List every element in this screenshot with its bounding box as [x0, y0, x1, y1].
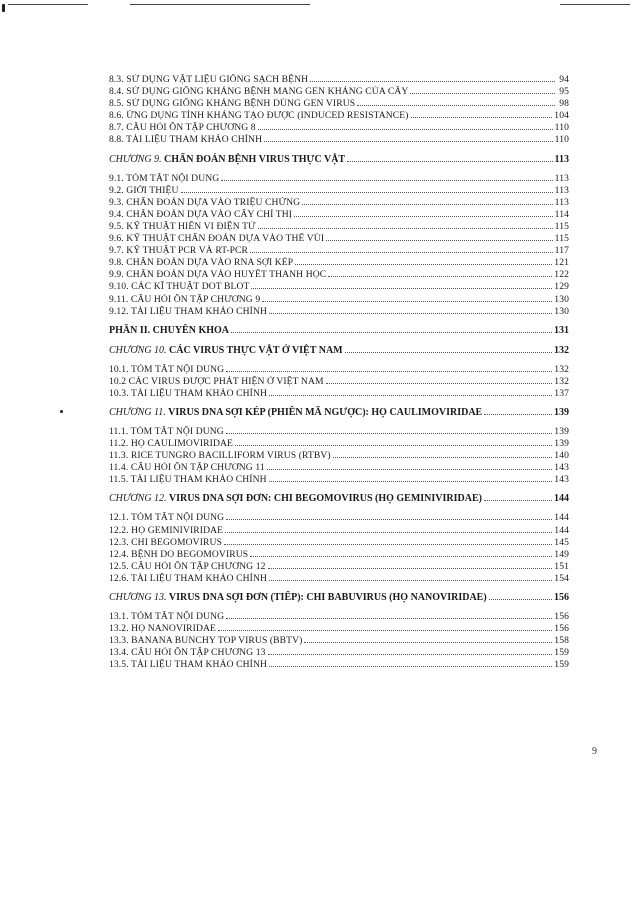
- page-ref: 129: [554, 281, 569, 293]
- dot-leader: [411, 117, 553, 118]
- chapter-heading: [109, 591, 569, 605]
- chapter-heading: [109, 406, 569, 420]
- toc-entry-title: 8.8. TÀI LIỆU THAM KHẢO CHÍNH: [109, 134, 263, 146]
- dot-leader: [258, 228, 553, 229]
- toc-entry-title: 11.5. TÀI LIỆU THAM KHẢO CHÍNH: [109, 474, 267, 486]
- toc-entry: [109, 635, 569, 647]
- toc-entry: [109, 376, 569, 388]
- dot-leader: [267, 469, 553, 470]
- page-ref: 158: [554, 635, 569, 647]
- page-ref: 139: [554, 406, 569, 418]
- dot-leader: [326, 240, 553, 241]
- page-ref: 94: [559, 74, 569, 85]
- dot-leader: [226, 371, 552, 372]
- toc-entry-title: 9.6. KỸ THUẬT CHẨN ĐOÁN DỰA VÀO THỂ VÙI: [109, 233, 325, 245]
- toc-entry-title: 11.4. CÂU HỎI ÔN TẬP CHƯƠNG 11: [109, 462, 265, 474]
- page-ref: 156: [554, 623, 569, 635]
- page-ref: 156: [554, 592, 569, 603]
- toc-entry: [109, 388, 569, 400]
- dot-leader: [226, 519, 552, 520]
- toc-entry-title: 12.5. CÂU HỎI ÔN TẬP CHƯƠNG 12: [109, 560, 266, 572]
- toc-entry-title: 9.8. CHẨN ĐOÁN DỰA VÀO RNA SỢI KÉP: [109, 257, 294, 269]
- toc-entry-title: 13.1. TÓM TẮT NỘI DUNG: [109, 611, 225, 622]
- toc-entry: [109, 110, 569, 122]
- part-title: PHẦN II. CHUYÊN KHOA: [109, 324, 230, 336]
- toc-entry: [109, 512, 569, 524]
- dot-leader: [258, 129, 553, 130]
- section-spacer: [109, 671, 569, 677]
- dot-leader: [295, 264, 552, 265]
- chapter-heading-text: [109, 344, 343, 358]
- toc-entry: [109, 659, 569, 671]
- page-ref: 144: [554, 512, 569, 524]
- toc-entry-title: 9.5. KỸ THUẬT HIỂN VI ĐIỆN TỬ: [109, 220, 256, 232]
- page-ref: 98: [559, 98, 569, 110]
- page-ref: 130: [554, 293, 569, 305]
- dot-leader: [333, 457, 553, 458]
- dot-leader: [294, 216, 553, 217]
- page-ref: 110: [554, 122, 569, 134]
- dot-leader: [221, 180, 552, 181]
- chapter-heading-text: [109, 153, 345, 167]
- page-ref: 143: [554, 474, 569, 486]
- toc-entry: [109, 623, 569, 635]
- page-ref: 149: [554, 548, 569, 560]
- page-ref: 151: [554, 560, 569, 572]
- chapter-label: CHƯƠNG 10.: [109, 344, 167, 356]
- dot-leader: [304, 642, 552, 643]
- toc-entry-title: 12.1. TÓM TẮT NỘI DUNG: [109, 512, 225, 524]
- dot-leader: [310, 81, 555, 82]
- page-ref: 130: [554, 305, 569, 317]
- page-ref: 132: [554, 344, 569, 356]
- toc-entry: [109, 537, 569, 549]
- toc-entry: [109, 462, 569, 474]
- dot-leader: [484, 500, 552, 501]
- chapter-label: CHƯƠNG 12.: [109, 493, 167, 505]
- toc-entry: [109, 561, 569, 573]
- dot-leader: [226, 618, 552, 619]
- chapter-heading-text: [109, 591, 487, 605]
- dot-leader: [225, 532, 552, 533]
- toc-entry: [109, 611, 569, 623]
- page-ref: 113: [554, 153, 569, 165]
- chapter-label: CHƯƠNG 13.: [109, 592, 167, 603]
- dot-leader: [268, 568, 553, 569]
- toc-entry: [109, 438, 569, 450]
- dot-leader: [269, 580, 552, 581]
- toc-entry: [109, 450, 569, 462]
- scan-artifact-dot-left: [60, 410, 63, 413]
- page-ref: 145: [554, 536, 569, 548]
- chapter-title: CHẨN ĐOÁN BỆNH VIRUS THỰC VẬT: [164, 153, 346, 165]
- page-ref: 114: [554, 208, 569, 220]
- chapter-title: VIRUS DNA SỢI KÉP (PHIÊN MÃ NGƯỢC): HỌ CAULIMOVIRIDAE: [168, 406, 483, 418]
- toc-entry: [109, 525, 569, 537]
- table-of-contents: [109, 74, 569, 677]
- toc-entry: [109, 474, 569, 486]
- toc-entry-title: 11.2. HỌ CAULIMOVIRIDAE: [109, 438, 233, 450]
- page-ref: 121: [554, 257, 569, 269]
- page-ref: 144: [554, 493, 569, 505]
- page-ref: 131: [554, 324, 569, 336]
- toc-entry-title: 13.5. TÀI LIỆU THAM KHẢO CHÍNH: [109, 659, 267, 671]
- toc-entry: [109, 173, 569, 185]
- page-ref: 156: [554, 611, 569, 622]
- toc-entry: [109, 364, 569, 376]
- toc-entry-title: 12.6. TÀI LIỆU THAM KHẢO CHÍNH: [109, 572, 267, 584]
- toc-entry-title: 10.1. TÓM TẮT NỘI DUNG: [109, 363, 225, 375]
- page-ref: 143: [554, 462, 569, 474]
- chapter-title: VIRUS DNA SỢI ĐƠN (TIẾP): CHI BABUVIRUS (HỌ NANOVIRIDAE): [168, 592, 487, 603]
- page-ref: 115: [554, 220, 569, 232]
- page-ref: 113: [554, 196, 569, 208]
- page-ref: 110: [554, 134, 569, 146]
- dot-leader: [218, 630, 552, 631]
- chapter-heading-text: [109, 406, 482, 420]
- toc-entry-title: 9.12. TÀI LIỆU THAM KHẢO CHÍNH: [109, 305, 267, 317]
- toc-entry: [109, 269, 569, 281]
- page-ref: 117: [554, 245, 569, 257]
- chapter-title: CÁC VIRUS THỰC VẬT Ở VIỆT NAM: [169, 344, 343, 356]
- dot-leader: [357, 105, 555, 106]
- toc-entry: [109, 98, 569, 110]
- scan-artifact-line-left: [8, 4, 88, 5]
- page-ref: 159: [554, 659, 569, 671]
- toc-entry: [109, 573, 569, 585]
- toc-entry-title: 8.3. SỬ DỤNG VẬT LIỆU GIỐNG SẠCH BỆNH: [109, 74, 309, 85]
- toc-entry-title: 12.2. HỌ GEMINIVIRIDAE: [109, 524, 224, 536]
- toc-entry: [109, 197, 569, 209]
- dot-leader: [251, 288, 552, 289]
- toc-entry: [109, 74, 569, 86]
- dot-leader: [326, 383, 553, 384]
- dot-leader: [235, 445, 552, 446]
- dot-leader: [484, 414, 552, 415]
- toc-entry: [109, 294, 569, 306]
- dot-leader: [250, 556, 552, 557]
- page-number: 9: [592, 746, 597, 757]
- page-ref: 137: [554, 387, 569, 399]
- chapter-heading: [109, 344, 569, 358]
- page-ref: 113: [554, 184, 569, 196]
- page-ref: 139: [554, 425, 569, 437]
- dot-leader: [269, 666, 552, 667]
- toc-entry-title: 9.3. CHẨN ĐOÁN DỰA VÀO TRIỆU CHỨNG: [109, 196, 301, 208]
- dot-leader: [489, 599, 552, 600]
- page-ref: 104: [554, 110, 569, 122]
- chapter-label: CHƯƠNG 9.: [109, 153, 162, 165]
- page-ref: 113: [554, 172, 569, 184]
- scan-artifact-dot-top: [2, 4, 5, 12]
- dot-leader: [302, 204, 552, 205]
- page-ref: 144: [554, 524, 569, 536]
- toc-entry-title: 10.3. TÀI LIỆU THAM KHẢO CHÍNH: [109, 387, 267, 399]
- dot-leader: [231, 332, 552, 333]
- toc-entry: [109, 281, 569, 293]
- toc-entry-title: 9.1. TÓM TẮT NỘI DUNG: [109, 172, 220, 184]
- toc-entry-title: 11.1. TÓM TẮT NỘI DUNG: [109, 425, 224, 437]
- part-heading: [109, 324, 569, 338]
- toc-entry-title: 13.2. HỌ NANOVIRIDAE: [109, 623, 216, 635]
- dot-leader: [269, 481, 553, 482]
- toc-entry-title: 8.7. CÂU HỎI ÔN TẬP CHƯƠNG 8: [109, 122, 256, 134]
- toc-entry-title: 12.4. BỆNH DO BEGOMOVIRUS: [109, 548, 249, 560]
- toc-entry: [109, 233, 569, 245]
- toc-entry-title: 9.4. CHẨN ĐOÁN DỰA VÀO CÂY CHỈ THỊ: [109, 208, 293, 220]
- toc-entry: [109, 257, 569, 269]
- toc-entry-title: 9.7. KỸ THUẬT PCR VÀ RT-PCR: [109, 245, 249, 257]
- toc-entry-title: 9.11. CÂU HỎI ÔN TẬP CHƯƠNG 9: [109, 293, 261, 305]
- dot-leader: [269, 395, 552, 396]
- toc-entry-title: 11.3. RICE TUNGRO BACILLIFORM VIRUS (RTBV): [109, 450, 331, 462]
- toc-entry: [109, 245, 569, 257]
- dot-leader: [328, 276, 552, 277]
- toc-entry-title: 9.9. CHẨN ĐOÁN DỰA VÀO HUYẾT THANH HỌC: [109, 269, 327, 281]
- toc-entry-title: 8.6. ỨNG DỤNG TÍNH KHÁNG TẠO ĐƯỢC (INDUCED RESISTANCE): [109, 110, 409, 122]
- page-ref: 154: [554, 572, 569, 584]
- toc-entry-title: 13.4. CÂU HỎI ÔN TẬP CHƯƠNG 13: [109, 647, 266, 659]
- scan-artifact-line-mid: [130, 4, 310, 5]
- dot-leader: [181, 192, 553, 193]
- toc-entry: [109, 209, 569, 221]
- page-ref: 95: [559, 86, 569, 98]
- page-ref: 132: [554, 375, 569, 387]
- dot-leader: [224, 544, 552, 545]
- page-ref: 122: [554, 269, 569, 281]
- toc-entry-title: 8.4. SỬ DỤNG GIỐNG KHÁNG BỆNH MANG GEN KHÁNG CỦA CÂY: [109, 86, 409, 98]
- toc-entry-title: 10.2 CÁC VIRUS ĐƯỢC PHÁT HIỆN Ở VIỆT NAM: [109, 375, 324, 387]
- dot-leader: [347, 161, 552, 162]
- dot-leader: [410, 93, 555, 94]
- toc-entry: [109, 122, 569, 134]
- toc-entry: [109, 134, 569, 146]
- toc-entry: [109, 426, 569, 438]
- chapter-title: VIRUS DNA SỢI ĐƠN: CHI BEGOMOVIRUS (HỌ GEMINIVIRIDAE): [168, 493, 482, 505]
- dot-leader: [269, 313, 552, 314]
- toc-entry-title: 12.3. CHI BEGOMOVIRUS: [109, 536, 222, 548]
- page-ref: 159: [554, 647, 569, 659]
- dot-leader: [226, 433, 552, 434]
- toc-entry-title: 13.3. BANANA BUNCHY TOP VIRUS (BBTV): [109, 635, 303, 647]
- toc-entry-title: 9.10. CÁC KĨ THUẬT DOT BLOT: [109, 281, 250, 293]
- chapter-heading: [109, 492, 569, 506]
- chapter-heading-text: [109, 492, 482, 506]
- page-ref: 139: [554, 438, 569, 450]
- toc-entry: [109, 549, 569, 561]
- dot-leader: [264, 141, 553, 142]
- toc-entry: [109, 306, 569, 318]
- toc-entry: [109, 185, 569, 197]
- dot-leader: [345, 352, 552, 353]
- toc-entry: [109, 86, 569, 98]
- toc-entry: [109, 647, 569, 659]
- chapter-heading: [109, 153, 569, 167]
- dot-leader: [268, 654, 553, 655]
- page-ref: 132: [554, 363, 569, 375]
- page-ref: 140: [554, 450, 569, 462]
- dot-leader: [250, 252, 553, 253]
- toc-entry-title: 8.5. SỬ DỤNG GIỐNG KHÁNG BỆNH DÙNG GEN VIRUS: [109, 98, 356, 110]
- scan-artifact-line-right: [560, 4, 630, 5]
- dot-leader: [262, 301, 552, 302]
- chapter-label: CHƯƠNG 11.: [109, 406, 166, 418]
- toc-entry: [109, 221, 569, 233]
- toc-entry-title: 9.2. GIỚI THIỆU: [109, 184, 179, 196]
- page-ref: 115: [554, 233, 569, 245]
